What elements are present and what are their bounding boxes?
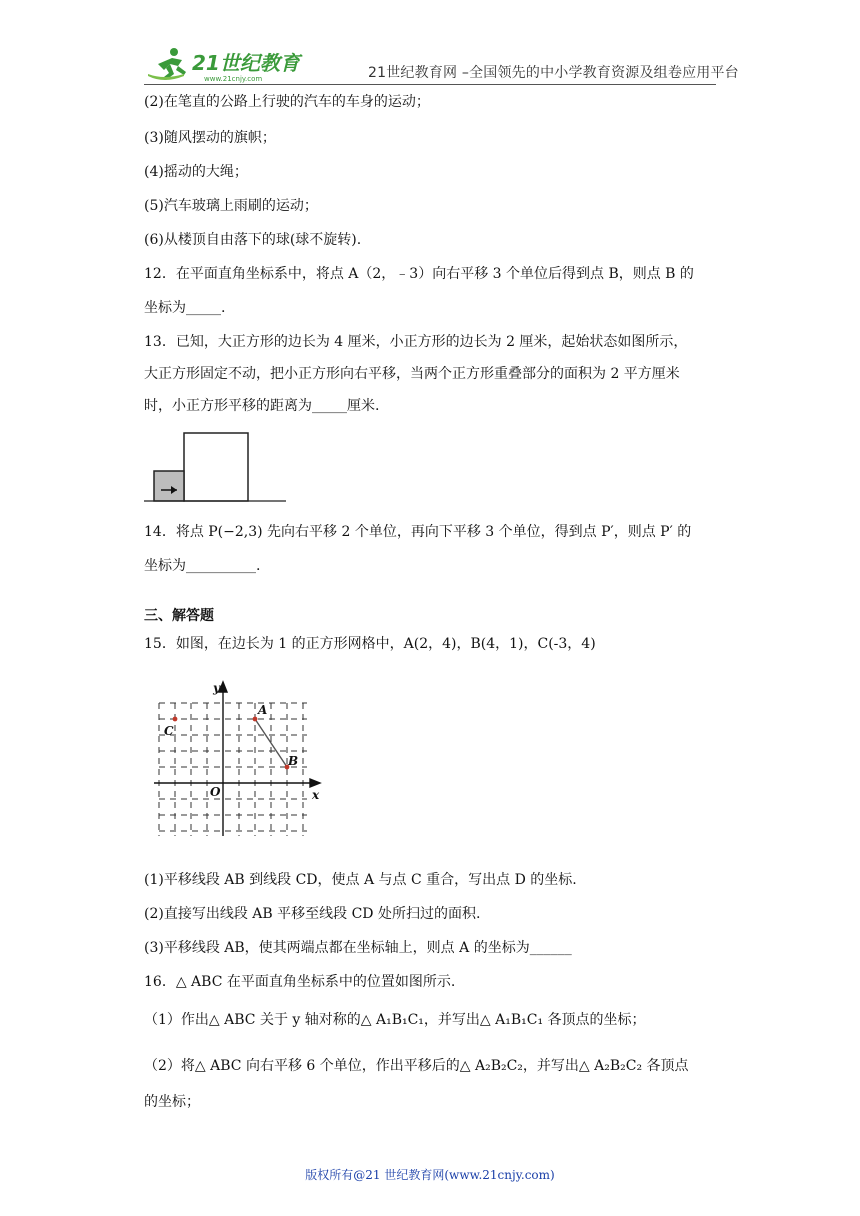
q15-sub2: (2)直接写出线段 AB 平移至线段 CD 处所扫过的面积.: [144, 906, 481, 922]
logo-url: www.21cnjy.com: [204, 75, 263, 83]
q16-stem: 16．△ ABC 在平面直角坐标系中的位置如图所示.: [144, 974, 456, 990]
list-item: (3)随风摆动的旗帜；: [144, 130, 276, 146]
squares-figure: [144, 428, 294, 512]
point-c-label: C: [164, 724, 174, 738]
big-square: [184, 433, 248, 501]
origin-label: O: [210, 785, 221, 799]
q13-line2: 大正方形固定不动，把小正方形向右平移，当两个正方形重叠部分的面积为 2 平方厘米: [144, 366, 680, 382]
q13-line1: 13．已知，大正方形的边长为 4 厘米，小正方形的边长为 2 厘米，起始状态如图所示，: [144, 334, 688, 350]
q15-stem: 15．如图，在边长为 1 的正方形网格中，A(2，4)，B(4，1)，C(-3，4): [144, 636, 596, 652]
grid-lines: [159, 703, 307, 836]
section-title: 三、解答题: [144, 608, 214, 624]
grid-figure: [150, 676, 330, 850]
point-a-label: A: [258, 703, 268, 717]
q16-sub1: （1）作出△ ABC 关于 y 轴对称的△ A₁B₁C₁，并写出△ A₁B₁C₁ 各顶点的坐标；: [144, 1012, 646, 1028]
list-item: (6)从楼顶自由落下的球(球不旋转).: [144, 232, 362, 248]
runner-icon: [148, 48, 186, 80]
header-divider: [144, 84, 716, 85]
q16-sub2-line1: （2）将△ ABC 向右平移 6 个单位，作出平移后的△ A₂B₂C₂，并写出△ A₂B₂C₂ 各顶点: [144, 1058, 689, 1074]
logo-text: 21世纪教育: [192, 51, 300, 75]
q15-sub3: (3)平移线段 AB，使其两端点都在坐标轴上，则点 A 的坐标为______: [144, 940, 572, 956]
q14-line1: 14．将点 P(−2,3) 先向右平移 2 个单位，再向下平移 3 个单位，得到点 P′，则点 P′ 的: [144, 524, 692, 540]
y-axis-label: y: [213, 681, 220, 695]
point-b-label: B: [288, 754, 299, 768]
list-item: (5)汽车玻璃上雨刷的运动；: [144, 198, 318, 214]
q12-line2: 坐标为_____.: [144, 300, 226, 316]
q16-sub2-line2: 的坐标；: [144, 1094, 200, 1110]
q13-line3: 时，小正方形平移的距离为_____厘米.: [144, 398, 380, 414]
list-item: (2)在笔直的公路上行驶的汽车的车身的运动；: [144, 94, 430, 110]
point-a: [253, 717, 258, 722]
x-axis-label: x: [312, 788, 320, 802]
footer-copyright: 版权所有@21 世纪教育网(www.21cnjy.com): [305, 1168, 555, 1182]
point-c: [173, 717, 178, 722]
list-item: (4)摇动的大绳；: [144, 164, 248, 180]
q15-sub1: (1)平移线段 AB 到线段 CD，使点 A 与点 C 重合，写出点 D 的坐标.: [144, 872, 577, 888]
q14-line2: 坐标为__________.: [144, 558, 261, 574]
small-square: [154, 471, 184, 501]
q12-line1: 12．在平面直角坐标系中，将点 A（2，﹣3）向右平移 3 个单位后得到点 B，则点 B 的: [144, 266, 694, 282]
header-slogan: 21世纪教育网 –全国领先的中小学教育资源及组卷应用平台: [368, 65, 739, 81]
site-logo: [144, 44, 314, 84]
